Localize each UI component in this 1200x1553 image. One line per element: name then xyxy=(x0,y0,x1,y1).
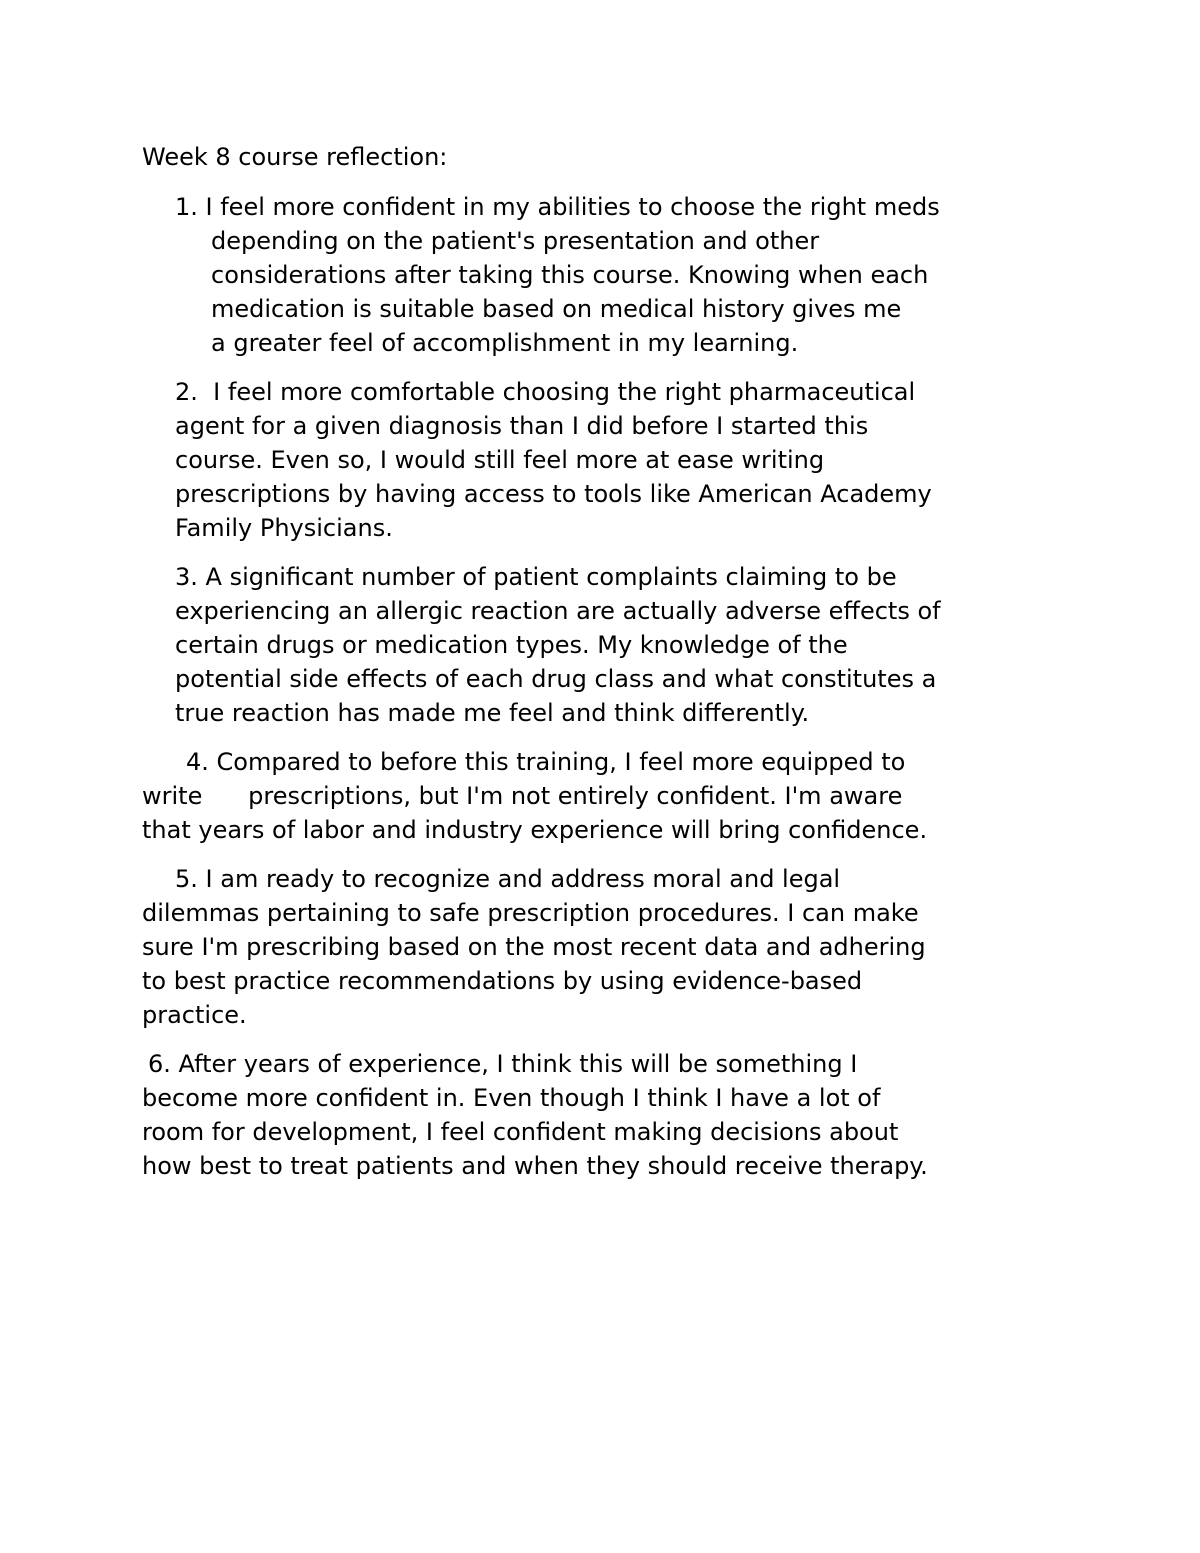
item-5-line-4: to best practice recommendations by using evidence-based xyxy=(142,967,863,995)
item-3-line-2: experiencing an allergic reaction are actually adverse effects of xyxy=(175,597,941,625)
item-4-line-2: write prescriptions, but I'm not entirely confident. I'm aware xyxy=(142,782,903,810)
item-3-line-1: 3. A significant number of patient complaints claiming to be xyxy=(175,563,897,591)
item-4-line-3: that years of labor and industry experience will bring confidence. xyxy=(142,816,928,844)
item-6-line-4: how best to treat patients and when they should receive therapy. xyxy=(142,1152,928,1180)
item-1-line-3: considerations after taking this course. Knowing when each xyxy=(211,261,929,289)
item-4-line-1: 4. Compared to before this training, I feel more equipped to xyxy=(186,748,906,776)
item-2-line-1: 2. I feel more comfortable choosing the right pharmaceutical xyxy=(175,378,916,406)
item-3-line-4: potential side effects of each drug class and what constitutes a xyxy=(175,665,937,693)
item-3-line-3: certain drugs or medication types. My knowledge of the xyxy=(175,631,848,659)
item-5-line-2: dilemmas pertaining to safe prescription procedures. I can make xyxy=(142,899,919,927)
item-2-line-2: agent for a given diagnosis than I did before I started this xyxy=(175,412,869,440)
item-2-line-3: course. Even so, I would still feel more at ease writing xyxy=(175,446,825,474)
item-1-line-5: a greater feel of accomplishment in my learning. xyxy=(211,329,799,357)
item-1-line-2: depending on the patient's presentation and other xyxy=(211,227,820,255)
item-2-line-5: Family Physicians. xyxy=(175,514,393,542)
item-1-line-1: 1. I feel more confident in my abilities to choose the right meds xyxy=(175,193,940,221)
item-2-line-4: prescriptions by having access to tools like American Academy xyxy=(175,480,932,508)
item-6-line-2: become more confident in. Even though I think I have a lot of xyxy=(142,1084,881,1112)
item-5-line-5: practice. xyxy=(142,1001,247,1029)
item-5-line-3: sure I'm prescribing based on the most recent data and adhering xyxy=(142,933,926,961)
item-1-line-4: medication is suitable based on medical history gives me xyxy=(211,295,902,323)
item-6-line-3: room for development, I feel confident making decisions about xyxy=(142,1118,899,1146)
item-3-line-5: true reaction has made me feel and think differently. xyxy=(175,699,810,727)
item-5-line-1: 5. I am ready to recognize and address moral and legal xyxy=(175,865,841,893)
page-title: Week 8 course reflection: xyxy=(142,143,448,171)
item-6-line-1: 6. After years of experience, I think this will be something I xyxy=(148,1050,858,1078)
